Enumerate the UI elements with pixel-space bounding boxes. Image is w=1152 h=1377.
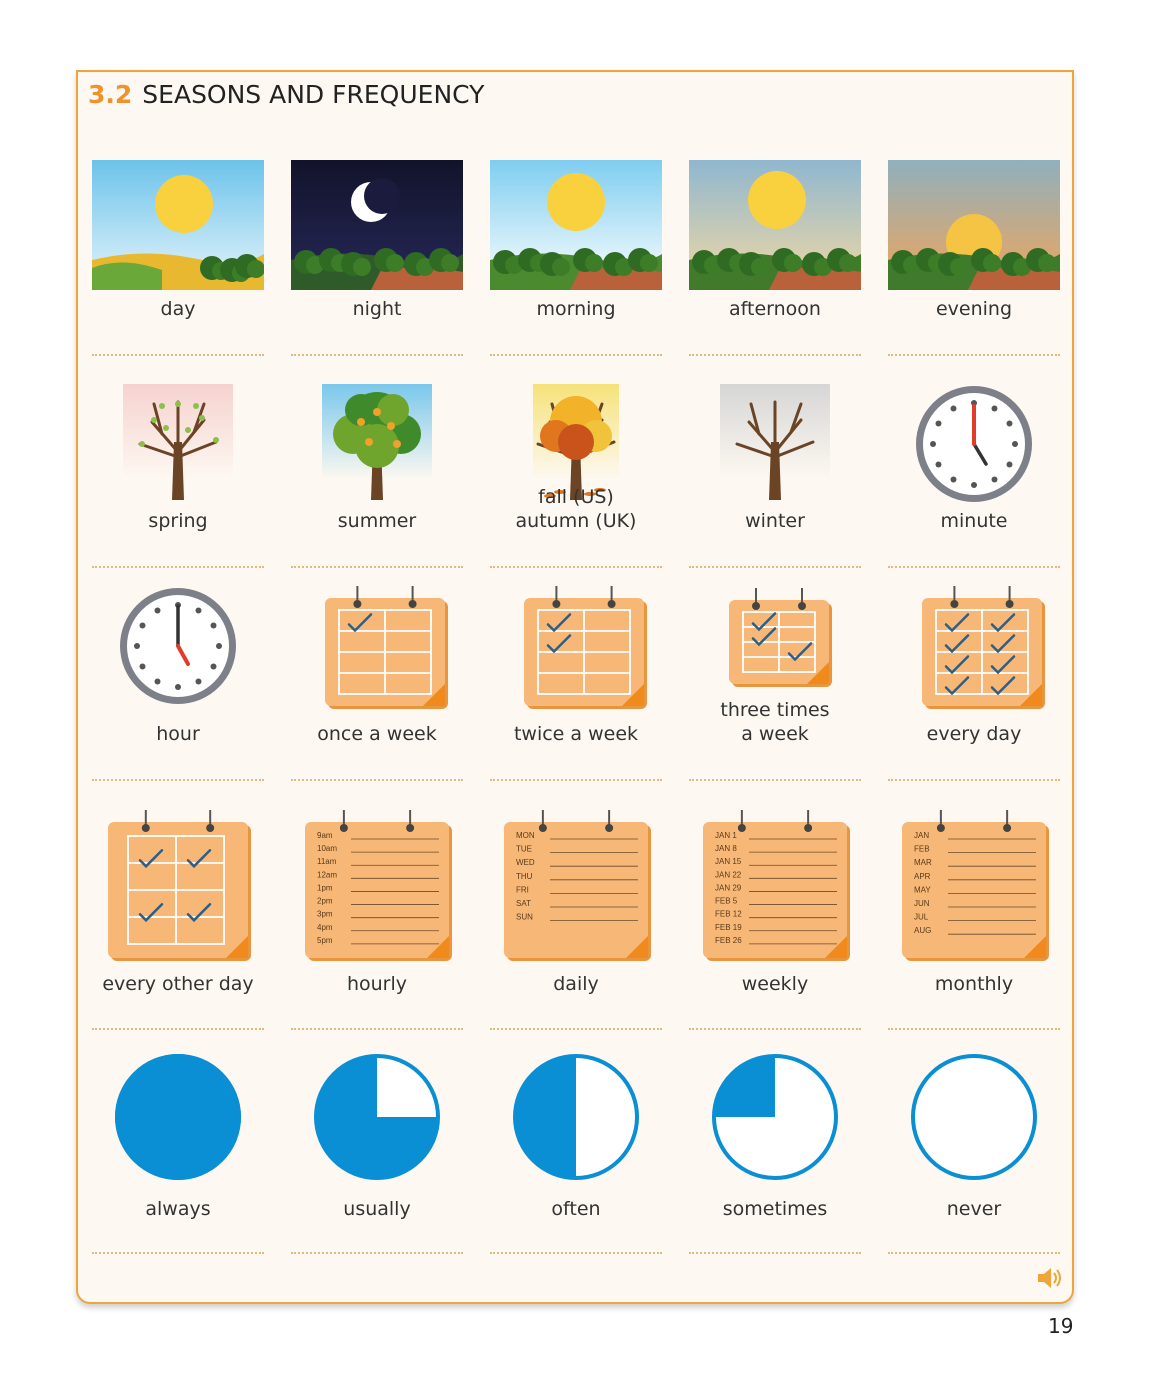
planner-entry: TUE	[516, 844, 532, 854]
planner-entry: JAN	[914, 831, 930, 840]
planner-entry: 2pm	[317, 896, 333, 906]
planner-entry: JAN 1	[715, 831, 737, 840]
vocab-label: always	[145, 1198, 211, 1220]
afternoon-landscape-icon	[689, 160, 861, 290]
planner-entry: APR	[914, 871, 931, 881]
speaker-icon[interactable]	[1036, 1266, 1064, 1290]
vocab-label: winter	[745, 510, 805, 532]
planner-entry: FEB 12	[715, 909, 742, 919]
planner-entry: SUN	[516, 912, 533, 922]
three-quarter-circle-icon	[291, 1052, 463, 1192]
dotted-divider	[291, 1252, 463, 1254]
full-circle-icon	[92, 1052, 264, 1192]
vocab-label: evening	[935, 298, 1013, 320]
dotted-divider	[888, 1028, 1060, 1030]
vocab-label: once a week	[317, 723, 437, 745]
planner-entry: FRI	[516, 885, 529, 895]
dotted-divider	[689, 1252, 861, 1254]
half-circle-icon	[490, 1052, 662, 1192]
planner-entry: 9am	[317, 831, 333, 840]
section-number: 3.2	[88, 80, 133, 109]
vocab-label: daily	[553, 973, 599, 995]
vocab-label: day	[160, 298, 196, 320]
calendar-alternate-checks-icon	[92, 802, 264, 972]
dotted-divider	[490, 1252, 662, 1254]
section-heading	[88, 80, 484, 109]
vocab-label: summer	[337, 510, 417, 532]
planner-entry: SAT	[516, 899, 531, 908]
dotted-divider	[888, 354, 1060, 356]
planner-entry: 5pm	[317, 935, 333, 945]
dotted-divider	[92, 354, 264, 356]
vocab-label: never	[946, 1198, 1002, 1220]
clock-hour-icon	[92, 584, 264, 714]
dotted-divider	[888, 779, 1060, 781]
planner-entry: JAN 8	[715, 844, 737, 854]
dotted-divider	[291, 779, 463, 781]
vocab-label	[490, 485, 662, 533]
autumn-tree-icon	[490, 382, 662, 502]
planner-entry: 1pm	[317, 883, 333, 893]
hourly-planner-icon	[291, 802, 463, 972]
dotted-divider	[92, 1252, 264, 1254]
dotted-divider	[291, 1028, 463, 1030]
dotted-divider	[689, 779, 861, 781]
dotted-divider	[92, 779, 264, 781]
moon-landscape-icon	[291, 160, 463, 290]
vocab-label: usually	[343, 1198, 411, 1220]
calendar-all-checks-icon	[888, 584, 1060, 714]
planner-entry: WED	[516, 858, 535, 868]
vocab-label: hour	[156, 723, 200, 745]
vocab-label: spring	[148, 510, 208, 532]
planner-entry: FEB 19	[715, 922, 742, 932]
winter-tree-icon	[689, 382, 861, 502]
planner-entry: FEB 26	[715, 935, 742, 945]
dotted-divider	[92, 1028, 264, 1030]
planner-entry: JAN 22	[715, 870, 742, 880]
vocab-label: sometimes	[722, 1198, 828, 1220]
vocab-label-line2: a week	[741, 723, 809, 745]
page-number: 19	[1048, 1314, 1074, 1338]
planner-entry: MAY	[914, 885, 931, 895]
planner-entry: 12am	[317, 870, 338, 880]
dotted-divider	[689, 354, 861, 356]
planner-entry: THU	[516, 871, 533, 881]
vocab-label	[689, 698, 861, 746]
monthly-planner-icon	[888, 802, 1060, 972]
calendar-three-checks-icon	[689, 584, 861, 714]
vocab-label: twice a week	[513, 723, 639, 745]
calendar-one-check-icon	[291, 584, 463, 714]
section-title: SEASONS AND FREQUENCY	[142, 80, 485, 109]
daily-planner-icon	[490, 802, 662, 972]
vocab-label: often	[551, 1198, 601, 1220]
vocab-label: night	[352, 298, 402, 320]
dotted-divider	[490, 1028, 662, 1030]
vocab-label: afternoon	[729, 298, 821, 320]
dotted-divider	[490, 779, 662, 781]
planner-entry: JUN	[914, 899, 930, 908]
planner-entry: AUG	[914, 926, 932, 936]
dotted-divider	[291, 354, 463, 356]
sunny-landscape-icon	[92, 160, 264, 290]
planner-entry: FEB 5	[715, 896, 738, 906]
vocab-label: every day	[926, 723, 1022, 745]
sunset-landscape-icon	[888, 160, 1060, 290]
dotted-divider	[92, 566, 264, 568]
dotted-divider	[490, 566, 662, 568]
vocab-label-line1: three times	[720, 699, 830, 721]
empty-circle-icon	[888, 1052, 1060, 1192]
planner-entry: JAN 29	[715, 883, 742, 893]
planner-entry: FEB	[914, 844, 930, 854]
planner-entry: 3pm	[317, 909, 333, 919]
planner-entry: 10am	[317, 844, 338, 854]
vocab-label-line2: autumn (UK)	[515, 510, 637, 532]
vocab-label-line1: fall (US)	[538, 486, 614, 508]
planner-entry: JUL	[914, 912, 929, 922]
calendar-two-checks-icon	[490, 584, 662, 714]
dotted-divider	[888, 566, 1060, 568]
planner-entry: MON	[516, 831, 535, 840]
green-tree-icon	[291, 382, 463, 502]
planner-entry: 11am	[317, 857, 337, 867]
dotted-divider	[291, 566, 463, 568]
quarter-circle-icon	[689, 1052, 861, 1192]
dotted-divider	[888, 1252, 1060, 1254]
vocab-label: weekly	[741, 973, 809, 995]
planner-entry: JAN 15	[715, 857, 742, 867]
vocab-label: monthly	[934, 973, 1014, 995]
planner-entry: 4pm	[317, 922, 333, 932]
dotted-divider	[490, 354, 662, 356]
vocab-label: every other day	[102, 973, 254, 995]
vocab-label: hourly	[346, 973, 408, 995]
dotted-divider	[689, 566, 861, 568]
dotted-divider	[689, 1028, 861, 1030]
vocabulary-panel	[76, 70, 1074, 1304]
weekly-planner-icon	[689, 802, 861, 972]
planner-entry: MAR	[914, 858, 932, 868]
vocab-label: morning	[536, 298, 616, 320]
clock-minute-icon	[888, 382, 1060, 502]
vocab-label: minute	[940, 510, 1008, 532]
morning-landscape-icon	[490, 160, 662, 290]
bare-budding-tree-icon	[92, 382, 264, 502]
